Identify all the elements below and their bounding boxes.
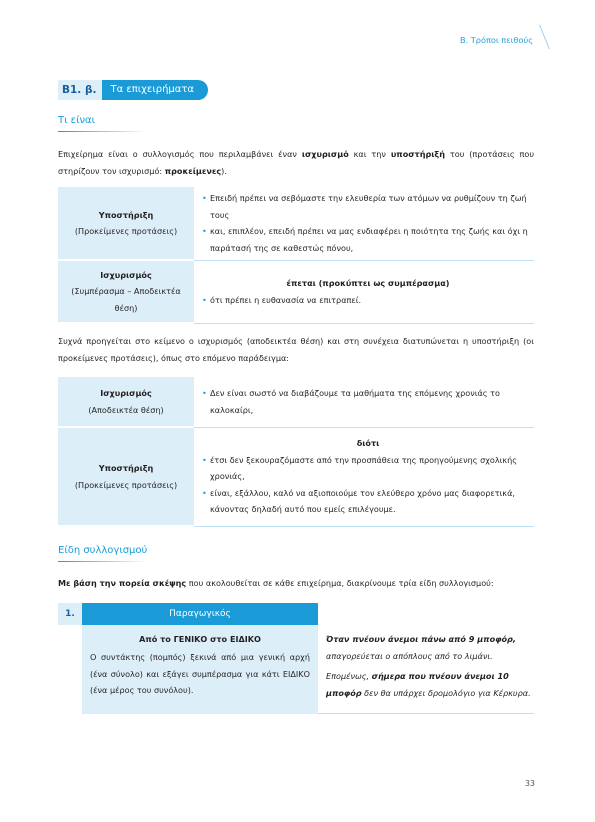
example-text-2a: Επομένως, bbox=[326, 671, 372, 681]
example-body bbox=[58, 625, 534, 714]
table-row bbox=[58, 260, 534, 323]
page-number: 33 bbox=[524, 779, 535, 788]
support-label-cell bbox=[58, 427, 194, 526]
claim-sublabel: (Αποδεικτέα θέση) bbox=[88, 404, 164, 415]
section-tag bbox=[58, 80, 208, 100]
kinds-text: που ακολουθείται σε κάθε επιχείρημα, διακρίνουμε τρία είδη συλλογισμού: bbox=[186, 578, 494, 588]
section-number: B1. β. bbox=[58, 80, 102, 100]
kinds-paragraph bbox=[58, 575, 534, 592]
list-item: • έτσι δεν ξεκουραζόμαστε από την προσπάθεια της προηγούμενης σχολικής χρονιάς, bbox=[202, 452, 534, 485]
example-subtitle: Από το ΓΕΝΙΚΟ στο ΕΙΔΙΚΟ bbox=[139, 634, 261, 644]
chapter-header: B. Τρόποι πειθούς bbox=[459, 35, 533, 45]
heading-underline bbox=[58, 131, 148, 132]
def-text-4: ). bbox=[221, 165, 227, 176]
heading-what-is: Τι είναι bbox=[58, 115, 96, 126]
support-label: Υποστήριξη bbox=[98, 209, 154, 220]
claim-cell bbox=[194, 377, 534, 427]
def-text-2: και την bbox=[348, 149, 391, 159]
argument-table-1 bbox=[58, 187, 534, 324]
def-bold-claim: ισχυρισμό bbox=[301, 149, 349, 159]
header-slash bbox=[539, 25, 550, 49]
support-cell bbox=[194, 427, 534, 526]
list-item: • ότι πρέπει η ευθανασία να επιτραπεί. bbox=[202, 292, 534, 309]
list-item: • Επειδή πρέπει να σεβόμαστε την ελευθερία των ατόμων να ρυθμίζουν τη ζωή τους bbox=[202, 190, 534, 223]
example-number: 1. bbox=[58, 603, 82, 625]
connector-text: έπεται (προκύπτει ως συμπέρασμα) bbox=[286, 278, 450, 288]
example-title: Παραγωγικός bbox=[82, 603, 318, 625]
table-row bbox=[58, 427, 534, 526]
example-bold-1: Όταν πνέουν άνεμοι πάνω από 9 μποφόρ, bbox=[326, 634, 516, 644]
intro-paragraph: Συχνά προηγείται στο κείμενο ο ισχυρισμός (αποδεικτέα θέση) και στη συνέχεια διατυπώνεται η υποστήριξη (οι προκείμενες προτάσεις), όπως στο επόμενο παράδειγμα: bbox=[58, 336, 534, 363]
list-item: • και, επιπλέον, επειδή πρέπει να μας ενδιαφέρει η ποιότητα της ζωής και όχι η παράτασή της σε καθεστώς πόνου, bbox=[202, 223, 534, 256]
claim-cell bbox=[194, 260, 534, 323]
claim-label-cell bbox=[58, 377, 194, 427]
kinds-bold: Με βάση την πορεία σκέψης bbox=[58, 578, 187, 588]
def-text-3: του (προτάσεις που στηρίζουν τον ισχυρισμό: bbox=[58, 149, 535, 176]
def-bold-support: υποστήριξή bbox=[390, 149, 445, 159]
claim-label: Ισχυρισμός bbox=[100, 388, 152, 398]
example-sentence-1 bbox=[326, 631, 534, 664]
example-sentence-2 bbox=[326, 668, 534, 701]
heading-underline bbox=[58, 561, 148, 562]
example-deductive bbox=[58, 603, 534, 714]
connector-text: διότι bbox=[356, 438, 380, 449]
definition-paragraph bbox=[58, 146, 534, 179]
list-item: • Δεν είναι σωστό να διαβάζουμε τα μαθήματα της επόμενης χρονιάς το καλοκαίρι, bbox=[202, 385, 534, 418]
example-text-2b: δεν θα υπάρχει δρομολόγιο για Κέρκυρα. bbox=[361, 687, 531, 698]
claim-label-cell bbox=[58, 260, 194, 323]
heading-kinds: Είδη συλλογισμού bbox=[58, 545, 148, 556]
example-text: Ο συντάκτης (πομπός) ξεκινά από μια γενική αρχή (ένα σύνολο) και εξάγει συμπέρασμα για κάτι ΕΙΔΙΚΟ (ένα μέρος του συνόλου). bbox=[90, 652, 310, 695]
argument-table-2 bbox=[58, 377, 534, 527]
def-text-1: Επιχείρημα είναι ο συλλογισμός που περιλαμβάνει έναν bbox=[58, 149, 302, 159]
section-title: Τα επιχειρήματα bbox=[102, 80, 208, 100]
support-label-cell bbox=[58, 187, 194, 260]
example-explanation bbox=[82, 625, 318, 714]
claim-sublabel: (Συμπέρασμα – Αποδεικτέα θέση) bbox=[71, 286, 181, 313]
example-text-1: απαγορεύεται ο απόπλους από το λιμάνι. bbox=[326, 650, 493, 661]
def-bold-premises: προκείμενες bbox=[164, 165, 222, 176]
table-row bbox=[58, 377, 534, 427]
claim-label: Ισχυρισμός bbox=[100, 269, 152, 280]
example-bold-2: σήμερα που πνέουν άνεμοι 10 μποφόρ bbox=[326, 671, 509, 698]
example-header bbox=[58, 603, 534, 625]
support-sublabel: (Προκείμενες προτάσεις) bbox=[74, 226, 178, 236]
support-label: Υποστήριξη bbox=[98, 463, 154, 473]
table-row bbox=[58, 187, 534, 260]
support-sublabel: (Προκείμενες προτάσεις) bbox=[74, 479, 178, 490]
support-cell bbox=[194, 187, 534, 260]
example-illustration bbox=[318, 625, 534, 714]
list-item: • είναι, εξάλλου, καλό να αξιοποιούμε τον ελεύθερο χρόνο μας διαφορετικά, κάνοντας δηλαδή αυτό που εμείς επιλέγουμε. bbox=[202, 485, 534, 518]
